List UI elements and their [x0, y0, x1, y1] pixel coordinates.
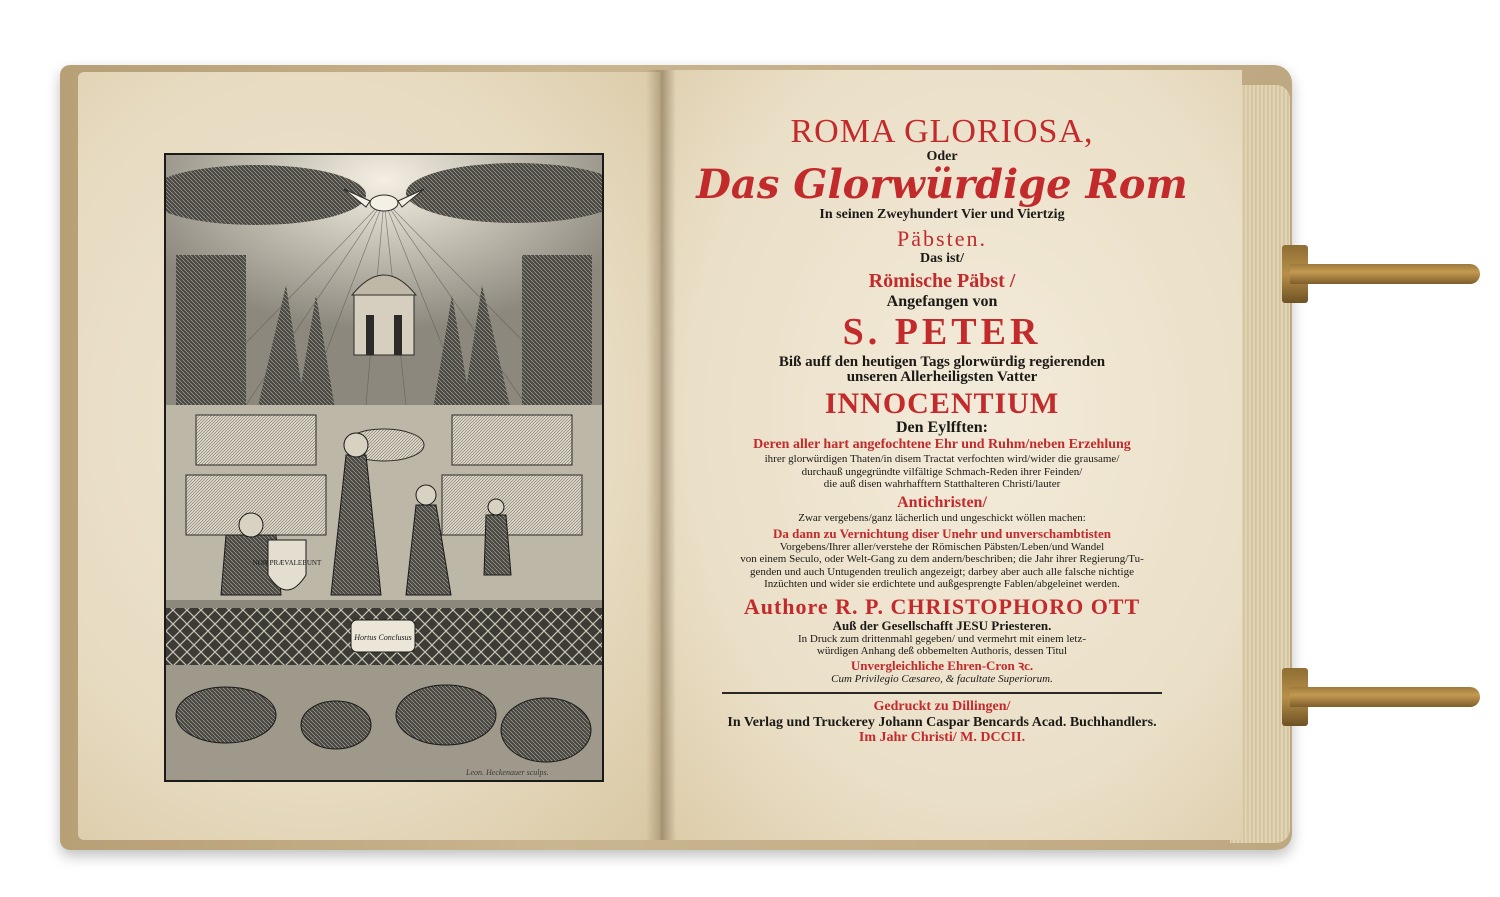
title-line: Auß der Gesellschafft JESU Priesteren.	[832, 617, 1052, 633]
scroll-label	[351, 620, 415, 652]
title-line: Biß auff den heutigen Tags glorwürdig regierenden	[778, 353, 1106, 370]
title-line: ihrer glorwürdigen Thaten/in disem Tractat verfochten wird/wider die grausame/	[764, 453, 1120, 466]
frontispiece-engraving	[164, 153, 604, 782]
imprint-publisher: In Verlag und Truckerey Johann Caspar Bencards Acad. Buchhandlers.	[727, 714, 1157, 730]
title-peter: S. PETER	[842, 310, 1042, 353]
title-line: Deren aller hart angefochtene Ehr und Ruhm/neben Erzehlung	[753, 437, 1131, 453]
title-line: In Druck zum drittenmahl gegeben/ und vermehrt mit einem letz-	[797, 632, 1087, 645]
title-innocentium: INNOCENTIUM	[824, 387, 1060, 421]
dragon-beast	[396, 685, 496, 745]
german-title: Das Glorwürdige Rom	[696, 161, 1188, 209]
temple-icon	[352, 275, 416, 355]
title-line: Päbsten.	[897, 226, 987, 252]
goat-beast	[301, 701, 371, 749]
title-line: durchauß ungegründte vilfältige Schmach-Reden ihrer Feinden/	[801, 465, 1083, 478]
title-line: die auß disen wahrhafftern Statthalteren Christi/lauter	[823, 478, 1061, 491]
title-author: Authore R. P. CHRISTOPHORO OTT	[743, 593, 1141, 619]
title-line: Vorgebens/Ihrer aller/verstehe der Römischen Päbsten/Leben/und Wandel	[779, 540, 1105, 553]
title-line: Angefangen von	[886, 292, 998, 310]
title-oder: Oder	[926, 148, 958, 164]
title-antichristen: Antichristen/	[897, 493, 987, 511]
title-privilege: Cum Privilegio Cæsareo, & facultate Superiorum.	[831, 673, 1053, 686]
title-line: genden und auch Untugenden treulich angezeigt; darbey aber auch alle falsche nichtige	[750, 565, 1134, 578]
imprint-place: Gedruckt zu Dillingen/	[873, 698, 1011, 714]
title-line: Unvergleichliche Ehren-Cron ꝛc.	[850, 657, 1034, 673]
title-line: unseren Allerheiligsten Vatter	[846, 369, 1038, 386]
brass-clasp-top	[1290, 264, 1480, 284]
title-line: Den Eylfften:	[896, 418, 988, 436]
svg-text:Hortus Conclusus: Hortus Conclusus	[354, 633, 412, 642]
title-line: Da dann zu Vernichtung diser Unehr und unverschambtisten	[773, 526, 1111, 541]
title-line: von einem Seculo, oder Welt-Gang zu dem andern/beschriben; die Jahr ihrer Regierung/Tu-	[740, 553, 1144, 566]
title-line: würdigen Anhang deß obbemelten Authoris, dessen Titul	[816, 645, 1068, 658]
title-line: Zwar vergebens/ganz lächerlich und ungeschickt wöllen machen:	[798, 512, 1086, 525]
title-line: Das ist/	[920, 251, 964, 267]
brass-clasp-bottom	[1290, 687, 1480, 707]
title-rule	[722, 692, 1162, 694]
lion-beast	[176, 687, 276, 743]
engraving-illustration	[166, 155, 602, 780]
imprint-year: Im Jahr Christi/ M. DCCII.	[858, 730, 1026, 746]
shield-text: NON PRÆVALEBUNT	[252, 559, 322, 567]
title-line: In seinen Zweyhundert Vier und Viertzig	[819, 207, 1065, 223]
book-gutter	[646, 70, 676, 840]
engraver-signature: Leon. Heckenauer sculps.	[466, 768, 549, 777]
title-page	[692, 112, 1192, 802]
main-title: ROMA GLORIOSA,	[790, 113, 1094, 150]
title-line: Römische Päbst /	[868, 269, 1016, 292]
title-line: Inzüchten und wider sie erdichtete und außgesprengte Fablen/abgeleinet werden.	[764, 578, 1120, 591]
bear-beast	[501, 698, 591, 762]
